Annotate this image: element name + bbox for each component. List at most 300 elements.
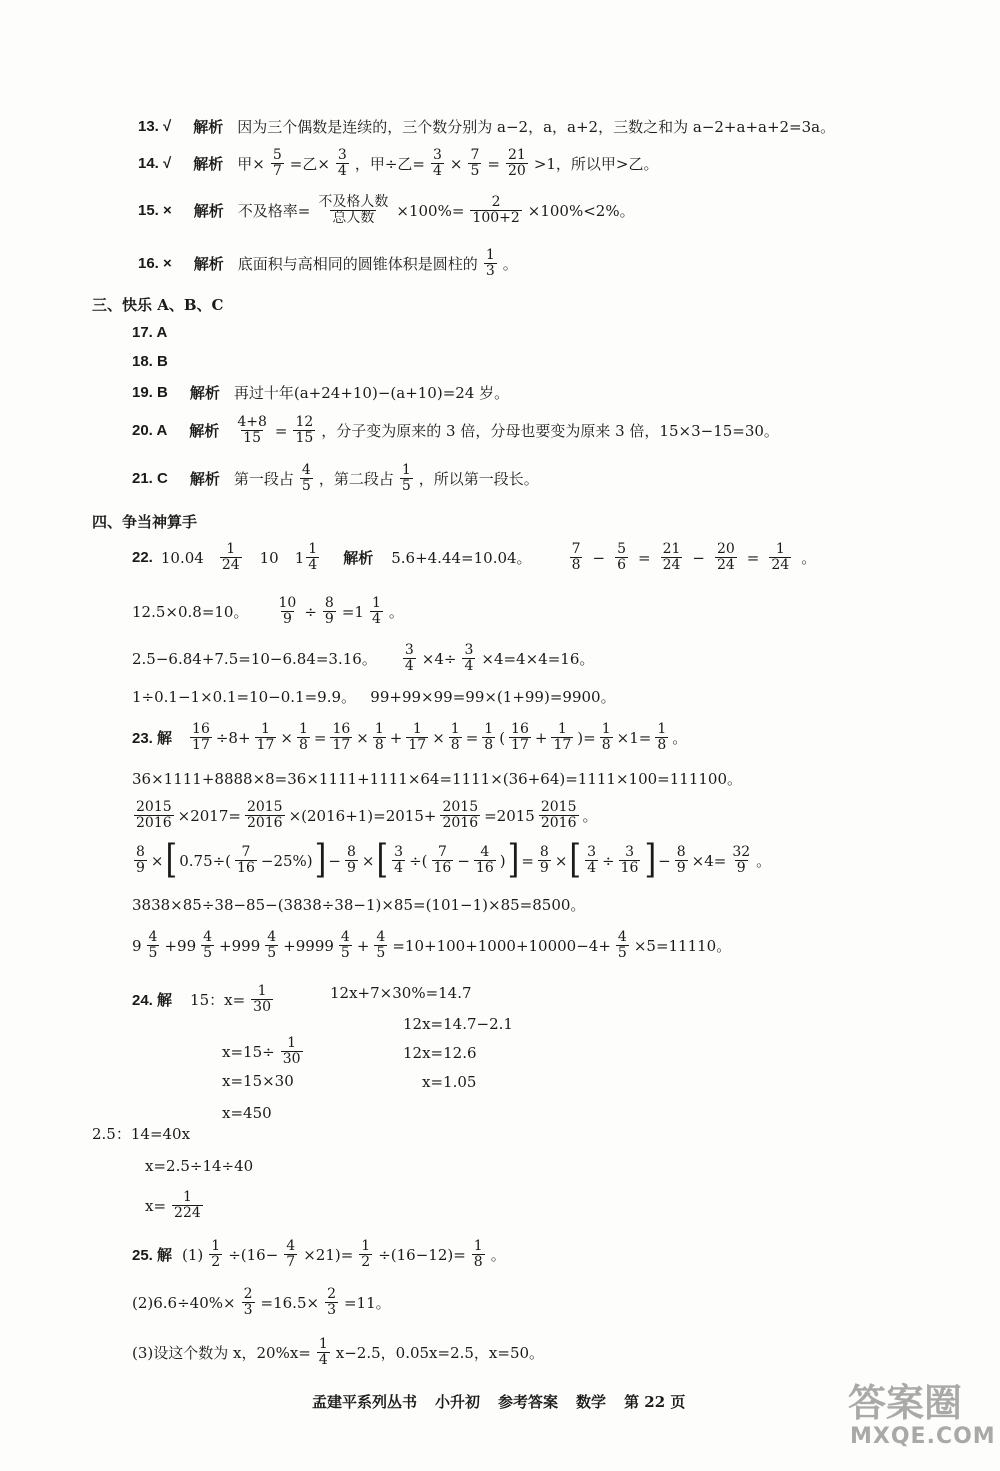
denominator: 3 xyxy=(243,1301,253,1318)
denominator: 8 xyxy=(657,736,667,753)
fraction xyxy=(336,148,349,179)
numerator: 1 xyxy=(298,721,308,737)
text: − xyxy=(658,851,671,870)
denominator: 5 xyxy=(376,944,386,961)
text: 。 xyxy=(756,852,772,871)
numerator: 21 xyxy=(662,541,681,557)
item-number: 23. 解 xyxy=(132,730,173,748)
text: ×100%<2%。 xyxy=(527,202,635,221)
numerator: 4 xyxy=(301,462,311,478)
denominator: 8 xyxy=(484,736,494,753)
section-heading: 四、争当神算手 xyxy=(92,513,198,531)
numerator: 2015 xyxy=(246,799,283,815)
numerator: 1 xyxy=(361,1238,371,1254)
fraction xyxy=(615,542,628,573)
answer: 10 xyxy=(259,548,279,567)
numerator: 2 xyxy=(243,1286,253,1302)
denominator: 4 xyxy=(587,859,597,876)
numerator: 4 xyxy=(480,844,490,860)
fraction xyxy=(538,845,551,876)
fraction xyxy=(271,148,284,179)
fraction xyxy=(370,596,383,627)
analysis-label: 解析 xyxy=(193,155,224,174)
text: ×4=4×4=16。 xyxy=(481,650,595,669)
text: −25%) xyxy=(260,851,313,870)
fraction xyxy=(297,722,310,753)
text: (3)设这个数为 x，20%x= xyxy=(132,1344,311,1363)
analysis-label: 解析 xyxy=(189,470,220,489)
text: − xyxy=(692,548,705,567)
numerator: 21 xyxy=(507,147,526,163)
text: + xyxy=(389,728,403,747)
denominator: 8 xyxy=(571,556,581,573)
text: 不及格率= xyxy=(237,202,311,221)
numerator: 8 xyxy=(676,844,686,860)
equation-line: x=450 xyxy=(222,1104,272,1122)
fraction xyxy=(551,722,573,753)
item-13 xyxy=(138,116,835,137)
text: × xyxy=(356,728,369,747)
denominator: 8 xyxy=(601,736,611,753)
numerator: 1 xyxy=(308,541,318,557)
fraction xyxy=(769,542,791,573)
denominator: 8 xyxy=(298,736,308,753)
denominator: 7 xyxy=(272,162,282,179)
denominator: 3 xyxy=(485,262,495,279)
whole-part: 1 xyxy=(294,548,305,567)
numerator: 4 xyxy=(203,929,213,945)
numerator: 3 xyxy=(432,147,442,163)
numerator: 7 xyxy=(470,147,480,163)
denominator: 2016 xyxy=(442,814,479,831)
numerator: 2 xyxy=(491,194,501,210)
text: 。 xyxy=(672,729,688,748)
denominator: 24 xyxy=(716,556,735,573)
denominator: 8 xyxy=(374,736,384,753)
denominator: 5 xyxy=(203,944,213,961)
analysis-label: 解析 xyxy=(343,549,374,568)
text: ÷(16−12)= xyxy=(378,1245,466,1264)
fraction xyxy=(300,463,313,494)
item-number: 19. B xyxy=(132,384,168,401)
numerator: 1 xyxy=(473,1238,483,1254)
fraction xyxy=(134,845,147,876)
text: 。 xyxy=(502,255,518,274)
fraction xyxy=(190,722,212,753)
text: ÷( xyxy=(409,851,428,870)
denominator: 总人数 xyxy=(332,209,375,226)
fraction xyxy=(201,930,214,961)
text: )= xyxy=(577,728,596,747)
text: 。 xyxy=(388,603,404,622)
text: 15：x= xyxy=(190,991,246,1010)
text: +99 xyxy=(164,936,197,955)
item-21 xyxy=(132,463,539,494)
subject-label: 数学 xyxy=(576,1393,607,1411)
fraction xyxy=(449,722,462,753)
item-23-line-6 xyxy=(132,930,731,961)
equation-line: 2.5：14=40x xyxy=(92,1125,191,1143)
text: = xyxy=(313,728,327,747)
item-22-line-3 xyxy=(132,643,594,674)
denominator: 9 xyxy=(282,610,292,627)
fraction xyxy=(242,1287,255,1318)
denominator: 15 xyxy=(243,429,261,446)
denominator: 5 xyxy=(340,944,350,961)
numerator: 1 xyxy=(318,1336,328,1352)
item-25-line-3 xyxy=(132,1337,544,1368)
numerator: 8 xyxy=(346,844,356,860)
fraction xyxy=(265,930,278,961)
denominator: 4 xyxy=(318,1351,328,1368)
numerator: 5 xyxy=(272,147,282,163)
text: × xyxy=(361,851,375,870)
numerator: 3 xyxy=(337,147,347,163)
numerator: 1 xyxy=(261,721,270,737)
denominator: 4 xyxy=(432,162,442,179)
numerator: 1 xyxy=(601,721,611,737)
denominator: 224 xyxy=(174,1204,201,1221)
text: − xyxy=(457,851,470,870)
section-heading: 三、快乐 A、B、C xyxy=(92,296,224,314)
denominator: 7 xyxy=(286,1253,296,1270)
numerator: 20 xyxy=(716,541,735,557)
numerator: 4 xyxy=(340,929,350,945)
denominator: 5 xyxy=(301,477,311,494)
left-bracket: [ xyxy=(569,837,582,883)
item-18: 18. B xyxy=(132,353,168,370)
numerator: 3 xyxy=(625,844,634,860)
fraction xyxy=(403,643,416,674)
item-23-line-2: 36×1111+8888×8=36×1111+1111×64=1111×(36+64)=1111×100=111100。 xyxy=(132,770,743,788)
text: ×5=11110。 xyxy=(633,937,732,956)
item-number: 25. 解 xyxy=(132,1247,173,1265)
fraction xyxy=(661,542,683,573)
numerator: 7 xyxy=(571,541,581,557)
text: − xyxy=(328,851,341,870)
text: = xyxy=(487,154,500,173)
watermark-logo: 答案圈 xyxy=(848,1381,963,1425)
denominator: 2016 xyxy=(540,814,577,831)
numerator: 1 xyxy=(412,721,422,737)
fraction xyxy=(172,1190,203,1221)
denominator: 5 xyxy=(470,162,480,179)
fraction xyxy=(392,845,405,876)
numerator: 5 xyxy=(617,541,626,557)
text: ÷ xyxy=(304,602,317,621)
fraction xyxy=(325,1287,338,1318)
text: x=15÷ xyxy=(222,1042,275,1061)
page-number: 第 22 页 xyxy=(624,1393,686,1411)
fraction xyxy=(281,1036,303,1067)
denominator: 30 xyxy=(253,998,271,1015)
text: +999 xyxy=(219,936,261,955)
item-number: 13. √ xyxy=(138,118,172,135)
denominator: 15 xyxy=(295,429,314,446)
numerator: 7 xyxy=(241,844,251,860)
item-23-line-5: 3838×85÷38−85−(3838÷38−1)×85=(101−1)×85=8500。 xyxy=(132,896,586,914)
fraction xyxy=(374,930,387,961)
numerator: 1 xyxy=(226,541,236,557)
denominator: 17 xyxy=(192,736,210,753)
fraction xyxy=(570,542,583,573)
item-16 xyxy=(138,248,518,279)
item-number: 22. xyxy=(132,549,153,567)
fraction xyxy=(255,722,277,753)
numerator: 3 xyxy=(464,642,474,658)
item-number: 15. × xyxy=(138,202,172,220)
denominator: 17 xyxy=(332,736,351,753)
text: × xyxy=(150,851,164,870)
text: =16.5× xyxy=(260,1293,320,1312)
denominator: 4 xyxy=(394,859,404,876)
equation-line: x=1.05 xyxy=(422,1073,477,1091)
analysis-label: 解析 xyxy=(193,202,224,221)
fraction xyxy=(134,800,174,831)
right-bracket: ] xyxy=(314,837,327,883)
text: 12.5×0.8=10。 xyxy=(132,603,249,622)
text: × xyxy=(432,728,445,747)
fraction xyxy=(293,415,315,446)
right-bracket: ] xyxy=(644,837,657,883)
fraction xyxy=(359,1239,372,1270)
fraction xyxy=(600,722,613,753)
text: 。 xyxy=(490,1246,506,1265)
fraction xyxy=(470,195,521,226)
text: × xyxy=(449,154,463,173)
text: 甲× xyxy=(237,155,265,174)
text: = xyxy=(521,851,534,870)
grade-label: 小升初 xyxy=(435,1393,481,1411)
numerator: 1 xyxy=(371,595,381,611)
text: ，所以第一段长。 xyxy=(418,470,539,489)
fraction xyxy=(730,845,752,876)
fraction xyxy=(482,722,495,753)
numerator: 4 xyxy=(376,929,386,945)
analysis-text: 再过十年(a+24+10)−(a+10)=24 岁。 xyxy=(233,384,510,402)
numerator: 1 xyxy=(401,462,411,478)
denominator: 24 xyxy=(662,556,681,573)
item-15 xyxy=(138,195,635,226)
text: ，甲÷乙= xyxy=(354,155,425,174)
fraction xyxy=(472,1239,485,1270)
series-name: 孟建平系列丛书 xyxy=(312,1393,418,1411)
fraction xyxy=(339,930,352,961)
item-25 xyxy=(132,1239,506,1270)
item-number: 14. √ xyxy=(138,155,172,173)
numerator: 1 xyxy=(257,983,267,999)
text: (2)6.6÷40%× xyxy=(132,1293,236,1312)
text: x−2.5，0.05x=2.5，x=50。 xyxy=(335,1344,545,1363)
fraction xyxy=(432,845,454,876)
denominator: 8 xyxy=(473,1253,483,1270)
fraction xyxy=(715,542,737,573)
right-bracket: ] xyxy=(507,837,520,883)
denominator: 16 xyxy=(475,859,494,876)
denominator: 6 xyxy=(617,556,626,573)
denominator: 24 xyxy=(771,556,790,573)
fraction xyxy=(468,148,481,179)
fraction xyxy=(440,800,480,831)
fraction xyxy=(220,542,242,573)
numerator: 12 xyxy=(295,414,314,430)
text: × xyxy=(280,728,293,747)
fraction xyxy=(251,984,273,1015)
text: 0.75÷( xyxy=(179,851,232,870)
text: ×4= xyxy=(691,851,727,870)
text: x= xyxy=(145,1196,167,1215)
numerator: 4 xyxy=(148,929,158,945)
text: × xyxy=(554,851,568,870)
fraction xyxy=(619,845,641,876)
text: ，分子变为原来的 3 倍，分母也要变为原来 3 倍，15×3−15=30。 xyxy=(321,422,779,441)
item-number: 20. A xyxy=(132,422,168,440)
fraction xyxy=(330,722,352,753)
fraction xyxy=(585,845,598,876)
item-22-line-2 xyxy=(132,596,404,627)
numerator: 16 xyxy=(332,721,351,737)
numerator: 1 xyxy=(775,541,785,557)
mixed-number xyxy=(295,542,321,573)
fraction xyxy=(235,415,269,446)
numerator: 1 xyxy=(287,1035,297,1051)
denominator: 17 xyxy=(408,736,427,753)
numerator: 1 xyxy=(374,721,384,737)
numerator: 8 xyxy=(136,844,145,860)
denominator: 8 xyxy=(450,736,460,753)
numerator: 不及格人数 xyxy=(318,194,389,210)
numerator: 8 xyxy=(539,844,549,860)
denominator: 9 xyxy=(539,859,549,876)
item-17: 17. A xyxy=(132,324,168,341)
denominator: 24 xyxy=(221,556,240,573)
numerator: 1 xyxy=(657,721,667,737)
fraction xyxy=(616,930,629,961)
denominator: 4 xyxy=(337,162,347,179)
denominator: 2 xyxy=(211,1253,221,1270)
item-22 xyxy=(132,542,816,573)
analysis-label: 解析 xyxy=(193,255,224,274)
denominator: 3 xyxy=(327,1301,336,1318)
text: 9 xyxy=(132,936,142,955)
numerator: 4+8 xyxy=(237,414,267,430)
text: − xyxy=(592,548,606,567)
numerator: 8 xyxy=(324,595,334,611)
text: +9999 xyxy=(283,936,334,955)
text: ÷8+ xyxy=(215,728,251,747)
denominator: 16 xyxy=(237,859,255,876)
denominator: 5 xyxy=(148,944,158,961)
denominator: 2 xyxy=(361,1253,371,1270)
fraction xyxy=(235,845,257,876)
text: =2015 xyxy=(484,806,535,825)
numerator: 3 xyxy=(394,844,404,860)
item-19 xyxy=(132,382,509,403)
text: =10+100+1000+10000−4+ xyxy=(392,936,611,955)
numerator: 1 xyxy=(211,1238,221,1254)
fraction xyxy=(484,248,497,279)
denominator: 100+2 xyxy=(472,209,520,226)
text: 底面积与高相同的圆锥体积是圆柱的 xyxy=(237,255,478,274)
denominator: 4 xyxy=(464,657,474,674)
analysis-text: 因为三个偶数是连续的，三个数分别为 a−2，a，a+2，三数之和为 a−2+a+a+2=3a。 xyxy=(237,118,836,136)
fraction xyxy=(406,722,428,753)
item-number: 16. × xyxy=(138,255,172,273)
text: ，第二段占 xyxy=(318,470,394,489)
denominator: 17 xyxy=(256,736,275,753)
numerator: 1 xyxy=(182,1189,192,1205)
fraction xyxy=(400,463,413,494)
denominator: 2016 xyxy=(246,814,283,831)
denominator: 4 xyxy=(404,657,414,674)
item-number: 24. 解 xyxy=(132,992,173,1010)
left-bracket: [ xyxy=(165,837,178,883)
denominator: 9 xyxy=(736,859,746,876)
numerator: 4 xyxy=(267,929,277,945)
denominator: 5 xyxy=(617,944,627,961)
text: ÷ xyxy=(602,851,615,870)
denominator: 17 xyxy=(511,736,529,753)
item-14 xyxy=(138,148,659,179)
text: = xyxy=(465,728,479,747)
watermark-url: MXQE.COM xyxy=(850,1424,996,1449)
fraction xyxy=(345,845,358,876)
text: + xyxy=(534,728,548,747)
fraction xyxy=(675,845,688,876)
item-25-line-2 xyxy=(132,1287,391,1318)
numerator: 1 xyxy=(484,721,494,737)
denominator: 9 xyxy=(346,859,356,876)
denominator: 4 xyxy=(371,610,381,627)
text: ×4÷ xyxy=(421,649,457,668)
fraction xyxy=(539,800,579,831)
text: 第一段占 xyxy=(233,470,294,489)
denominator: 5 xyxy=(267,944,277,961)
text: ×21)= xyxy=(303,1245,354,1264)
fraction xyxy=(462,643,475,674)
text: ÷(16− xyxy=(228,1245,279,1264)
equation-line: 12x+7×30%=14.7 xyxy=(330,984,472,1002)
fraction xyxy=(209,1239,222,1270)
answer: 10.04 xyxy=(160,548,204,567)
fraction xyxy=(284,1239,297,1270)
numerator: 1 xyxy=(557,721,567,737)
fraction xyxy=(316,195,390,226)
text: 。 xyxy=(801,549,817,568)
numerator: 16 xyxy=(192,721,210,737)
page-footer xyxy=(312,1391,685,1412)
fraction xyxy=(509,722,531,753)
text: ×1= xyxy=(616,728,652,747)
text: 2.5−6.84+7.5=10−6.84=3.16。 xyxy=(132,650,377,669)
text: + xyxy=(356,936,370,955)
item-22-line-4: 1÷0.1−1×0.1=10−0.1=9.9。 99+99×99=99×(1+99)=9900。 xyxy=(132,688,616,706)
numerator: 1 xyxy=(485,247,495,263)
denominator: 2016 xyxy=(136,814,172,831)
denominator: 20 xyxy=(507,162,526,179)
item-20 xyxy=(132,415,779,446)
numerator: 2 xyxy=(327,1286,336,1302)
text: (1) xyxy=(182,1245,204,1264)
denominator: 17 xyxy=(553,736,572,753)
denominator: 4 xyxy=(308,556,318,573)
equation-line: x=15×30 xyxy=(222,1072,294,1090)
numerator: 7 xyxy=(437,844,447,860)
fraction xyxy=(245,800,285,831)
equation-line: 12x=12.6 xyxy=(403,1044,477,1062)
fraction xyxy=(474,845,496,876)
fraction xyxy=(431,148,444,179)
